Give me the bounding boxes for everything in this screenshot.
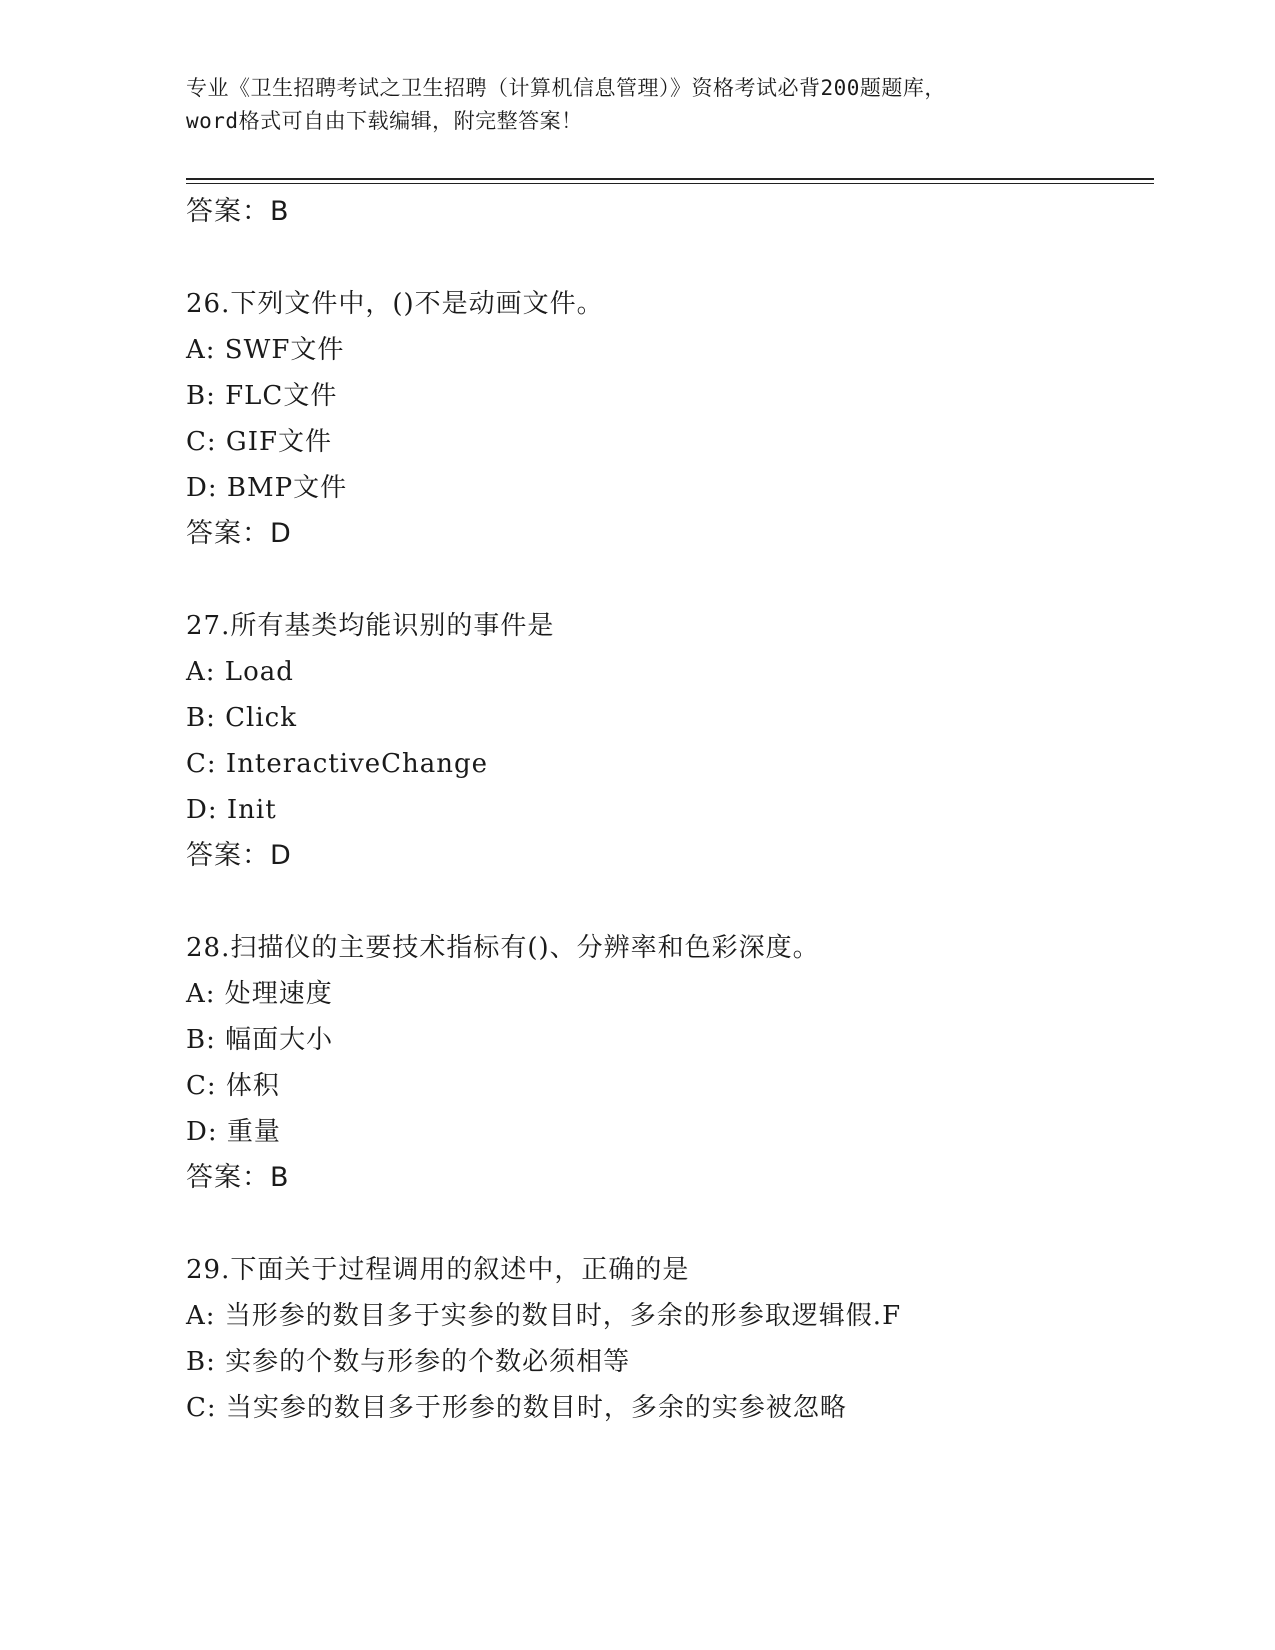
header-line-2: word格式可自由下载编辑，附完整答案！ (186, 109, 583, 133)
option-c: C: InteractiveChange (186, 749, 489, 779)
answer-line: 答案：B (186, 1162, 290, 1193)
option-c: C: 体积 (186, 1071, 280, 1101)
option-b: B: 幅面大小 (186, 1025, 334, 1055)
question-stem: 27.所有基类均能识别的事件是 (186, 611, 555, 641)
header-rule-thick (186, 178, 1154, 180)
question-29 (186, 1247, 1154, 1431)
question-stem: 26.下列文件中，()不是动画文件。 (186, 289, 604, 319)
spacer (186, 235, 1154, 281)
spacer (186, 879, 1154, 925)
spacer (186, 557, 1154, 603)
option-a: A: SWF文件 (186, 335, 345, 365)
option-d: D: 重量 (186, 1117, 281, 1147)
option-a: A: Load (186, 657, 294, 687)
question-26 (186, 281, 1154, 557)
answer-line: 答案：B (186, 196, 290, 227)
question-27 (186, 603, 1154, 879)
answer-line: 答案：D (186, 840, 292, 871)
header-line-1: 专业《卫生招聘考试之卫生招聘（计算机信息管理）》资格考试必背200题题库， (186, 76, 946, 100)
option-d: D: Init (186, 795, 277, 825)
option-a: A: 当形参的数目多于实参的数目时，多余的形参取逻辑假.F (186, 1301, 902, 1331)
option-b: B: Click (186, 703, 297, 733)
spacer (186, 1201, 1154, 1247)
option-c: C: GIF文件 (186, 427, 332, 457)
question-28 (186, 925, 1154, 1201)
option-b: B: 实参的个数与形参的个数必须相等 (186, 1347, 631, 1377)
option-a: A: 处理速度 (186, 979, 333, 1009)
document-header (186, 72, 1086, 138)
question-stem: 29.下面关于过程调用的叙述中，正确的是 (186, 1255, 690, 1285)
answer-line: 答案：D (186, 518, 292, 549)
option-d: D: BMP文件 (186, 473, 348, 503)
option-b: B: FLC文件 (186, 381, 338, 411)
option-c: C: 当实参的数目多于形参的数目时，多余的实参被忽略 (186, 1393, 847, 1423)
question-stem: 28.扫描仪的主要技术指标有()、分辨率和色彩深度。 (186, 933, 820, 963)
header-rule-thin (186, 183, 1154, 184)
document-body (186, 189, 1154, 1431)
